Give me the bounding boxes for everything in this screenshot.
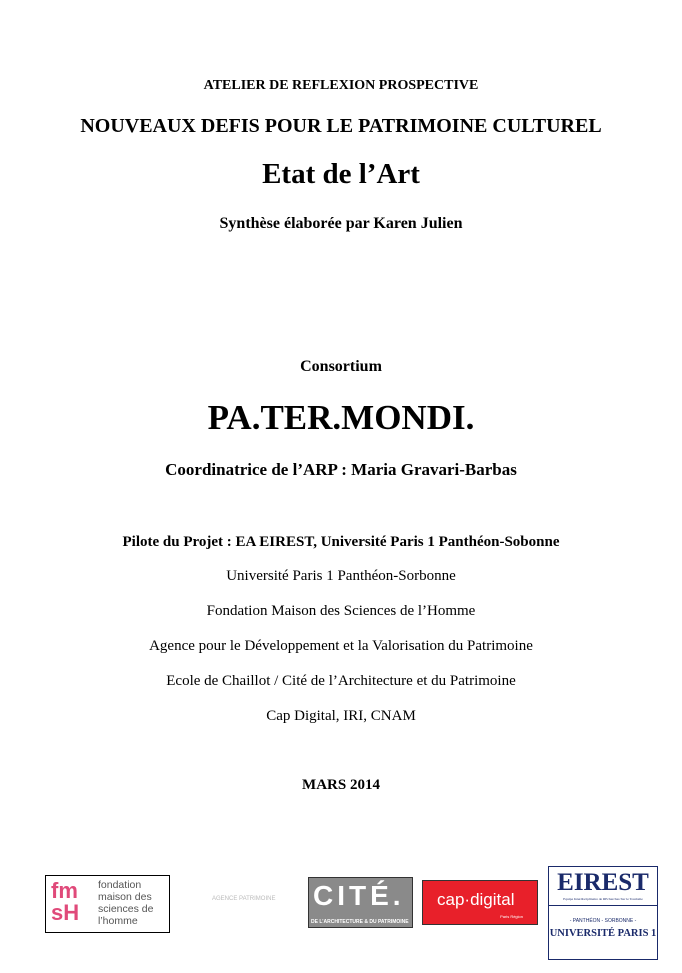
pilot-line: Pilote du Projet : EA EIREST, Université Paris 1 Panthéon-Sobonne: [122, 534, 560, 550]
eirest-logo: [548, 866, 658, 960]
cite-mark: CITÉ.: [313, 880, 405, 911]
capdigital-sub: Paris Région: [500, 914, 523, 919]
document-title: NOUVEAUX DEFIS POUR LE PATRIMOINE CULTUREL: [80, 115, 602, 137]
cite-logo: [308, 877, 413, 928]
atelier-label: ATELIER DE REFLEXION PROSPECTIVE: [203, 78, 479, 93]
fmsh-logo: [45, 875, 170, 933]
partner-item: Agence pour le Développement et la Valorisation du Patrimoine: [149, 638, 533, 654]
fmsh-mark: fm sH: [51, 878, 80, 925]
coordinator-line: [0, 460, 682, 480]
consortium-name: PA.TER.MONDI.: [207, 398, 475, 437]
partner-item: Cap Digital, IRI, CNAM: [266, 708, 416, 724]
eirest-sub: Equipe Interdisciplinaire de REcherches Sur le Tourisme: [549, 897, 657, 906]
agence-logo: AGENCE PATRIMOINE: [212, 896, 276, 902]
cite-text: DE L’ARCHITECTURE & DU PATRIMOINE: [311, 919, 409, 925]
consortium-label: Consortium: [300, 358, 382, 375]
capdigital-logo: [422, 880, 538, 925]
univ-name: UNIVERSITÉ PARIS 1: [549, 928, 657, 939]
partner-item: Fondation Maison des Sciences de l’Homme: [206, 603, 476, 619]
partner-item: Ecole de Chaillot / Cité de l’Architecture et du Patrimoine: [166, 673, 516, 689]
univ-top: - PANTHÉON - SORBONNE -: [569, 918, 637, 924]
author-line: Synthèse élaborée par Karen Julien: [219, 215, 463, 232]
partner-item: Université Paris 1 Panthéon-Sorbonne: [226, 568, 456, 584]
capdigital-text: cap·digital: [437, 890, 515, 909]
eirest-title: EIREST: [557, 869, 649, 896]
coordinator-name: Maria Gravari-Barbas: [351, 460, 517, 479]
document-subtitle: Etat de l’Art: [262, 158, 420, 190]
coordinator-label: Coordinatrice de l’ARP :: [165, 460, 347, 479]
date: MARS 2014: [302, 777, 380, 793]
fmsh-text: fondation maison des sciences de l’homme: [98, 879, 154, 927]
